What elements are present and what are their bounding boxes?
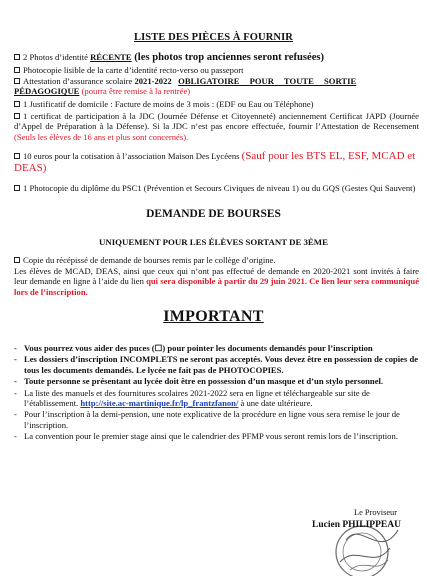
item-id-card [14,65,419,75]
item-text-mandatory-2: PÉDAGOGIQUE [14,86,80,97]
important-item: - La convention pour le premier stage ainsi que le calendrier des PFMP vous seront remis lors de l’inscription. [14,431,398,442]
item-text: 10 euros pour la cotisation à l’association Maison Des Lycéens [23,151,242,161]
checkbox-icon[interactable] [14,153,20,159]
bourses-text-highlight: qui sera disponible à partir du 29 juin 2021. Ce lien leur sera communiqué lors de l’inscription. [14,276,420,297]
bourses-paragraph [14,266,419,297]
signature-block [310,500,420,576]
important-item: - Les dossiers d’inscription INCOMPLETS ne seront pas acceptés. Vous devez être en possession de copies de tous les documents demandés. Le lycée ne fait pas de PHOTOCOPIES. [14,354,419,375]
item-text-year: 2021-2022 [134,76,172,86]
section-subtitle-bourses: UNIQUEMENT POUR LES ÉLÈVES SORTANT DE 3ÈME [99,237,328,247]
item-insurance [14,76,419,97]
item-text: 1 Justificatif de domicile : Facture de moins de 3 mois : (EDF ou Eau ou Téléphone) [23,99,314,109]
item-text: Photocopie lisible de la carte d’identité recto-verso ou passeport [23,65,244,75]
section-title-bourses: DEMANDE DE BOURSES [146,208,281,220]
item-address-proof [14,99,419,109]
bourses-text: Copie du récépissé de demande de bourses remis par le collège d’origine. [23,255,276,265]
important-list [14,343,419,442]
bourses-item [14,255,419,265]
signature-role: Le Proviseur [354,508,398,517]
important-text: Les dossiers d’inscription INCOMPLETS ne seront pas acceptés. Vous devez être en possession de copies de tous les documents demandés. Le lycée ne fait pas de PHOTOCOPIES. [24,354,419,375]
important-item: - Vous pourrez vous aider des puces (☐) pour pointer les documents demandés pour l’inscription [14,343,373,353]
page-title: LISTE DES PIÈCES À FOURNIR [134,32,293,43]
item-text-note: (Seuls les élèves de 16 ans et plus sont concernés). [14,131,189,142]
checkbox-icon[interactable] [14,101,20,107]
item-text-warning: (les photos trop anciennes seront refusées) [131,52,325,63]
bourses-text: Les élèves de MCAD, DEAS, ainsi que ceux qui n’ont pas effectué de demande en 2020-2021 sont invités à faire leur demande en ligne à l’aide du lien [14,266,419,287]
checkbox-icon[interactable] [14,113,20,119]
website-link[interactable]: http://site.ac-martinique.fr/lp_frantzfanon/ [80,398,239,409]
checkbox-icon[interactable] [14,185,20,191]
important-text: à une date ultérieure. [238,398,313,409]
important-text: Pour l’inscription à la demi-pension, une note explicative de la procédure en ligne vous sera remise le jour de l’inscription. [24,409,400,430]
important-text: Vous pourrez vous aider des puces (☐) pour pointer les documents demandés pour l’inscription [24,343,373,353]
item-text-emphasis: RÉCENTE [90,52,132,62]
important-text: La liste des manuels et des fournitures scolaires 2021-2022 sera en ligne et téléchargeable sur site de l’établissement. [24,387,370,409]
item-text: 1 certificat de participation à la JDC (Journée Défense et Citoyenneté) anciennement Certificat JAPD (Journée d’Appel de Préparation à la Défense). Si la JDC n’est pas encore effectuée, fournir l’Attestation de Recensement [14,111,419,132]
checkbox-icon[interactable] [14,78,20,84]
important-text: La convention pour le premier stage ainsi que le calendrier des PFMP vous seront remis lors de l’inscription. [24,431,398,442]
checkbox-icon[interactable] [14,257,20,263]
item-contribution [14,150,419,174]
item-text-mandatory: OBLIGATOIRE POUR TOUTE SORTIE [178,76,357,86]
item-text-exception: (Sauf pour les BTS EL, ESF, MCAD et DEAS) [14,150,416,174]
signature-name: Lucien PHILIPPEAU [312,520,401,530]
checkbox-icon[interactable] [14,67,20,73]
important-item: - Toute personne se présentant au lycée doit être en possession d’un masque et d’un stylo personnel. [14,376,384,387]
important-item: - La liste des manuels et des fournitures scolaires 2021-2022 sera en ligne et téléchargeable sur site de l’établissement. http://site.ac-martinique.fr/lp_frantzfanon/ à une date ultérieure. [14,387,370,409]
item-text: Attestation d’assurance scolaire [23,76,135,86]
important-text: Toute personne se présentant au lycée doit être en possession d’un masque et d’un stylo personnel. [24,376,384,387]
section-title-important: IMPORTANT [163,308,264,325]
item-psc1 [14,183,419,193]
important-item: - Pour l’inscription à la demi-pension, une note explicative de la procédure en ligne vous sera remise le jour de l’inscription. [14,409,400,430]
checkbox-icon[interactable] [14,54,20,60]
item-photos [14,52,419,63]
item-text: 1 Photocopie du diplôme du PSC1 (Prévention et Secours Civiques de niveau 1) ou du GQS (Gestes Qui Sauvent) [23,183,416,193]
item-text-note: (pourra être remise à la rentrée) [79,86,191,97]
item-jdc [14,111,419,142]
item-text: 2 Photos d’identité [23,52,91,62]
